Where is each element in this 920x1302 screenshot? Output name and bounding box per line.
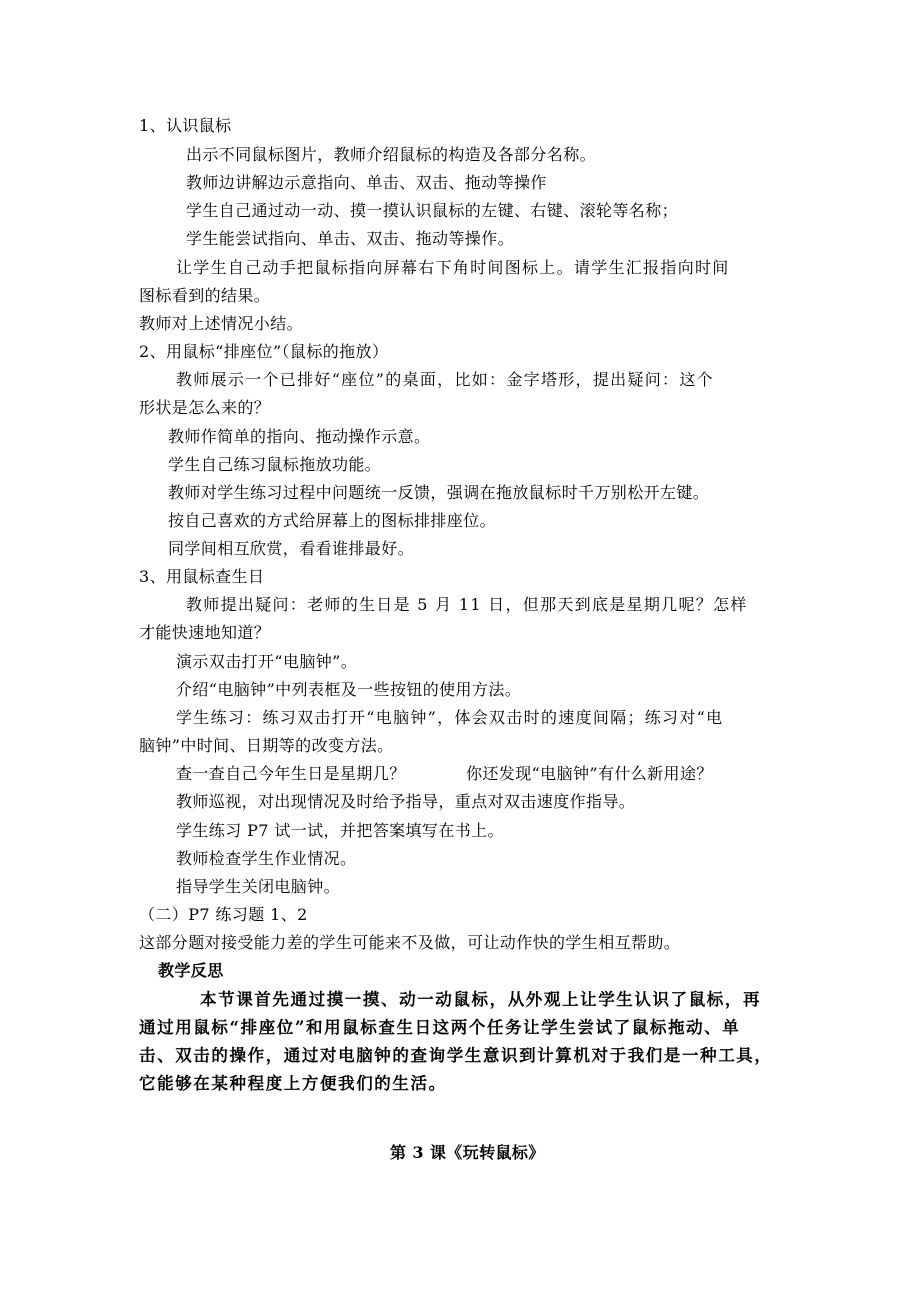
section1-heading: 1、认识鼠标 (139, 116, 232, 135)
section3-line-3: 演示双击打开“电脑钟”。 (176, 652, 358, 671)
section1-line-1: 出示不同鼠标图片，教师介绍鼠标的构造及各部分名称。 (186, 145, 597, 164)
section2-line-6: 按自己喜欢的方式给屏幕上的图标排排座位。 (168, 511, 497, 530)
section3-line-7: 查一查自己今年生日是星期几？ (176, 764, 406, 783)
reflection-line-1: 本节课首先通过摸一摸、动一动鼠标，从外观上让学生认识了鼠标，再 (200, 990, 762, 1009)
section3-line-11: 教师检查学生作业情况。 (176, 849, 357, 868)
section3-line-10: 学生练习 P7 试一试，并把答案填写在书上。 (176, 821, 504, 840)
exercise-heading: （二）P7 练习题 1、2 (139, 905, 308, 924)
section1-line-3: 学生自己通过动一动、摸一摸认识鼠标的左键、右键、滚轮等名称； (186, 201, 679, 220)
section1-line-7: 教师对上述情况小结。 (139, 314, 304, 333)
section1-line-2: 教师边讲解边示意指向、单击、双击、拖动等操作 (186, 173, 547, 192)
section1-line-6: 图标看到的结果。 (139, 286, 271, 305)
section3-line-1: 教师提出疑问：老师的生日是 5 月 11 日，但那天到底是星期几呢？怎样 (186, 595, 748, 614)
section2-line-7: 同学间相互欣赏，看看谁排最好。 (168, 539, 415, 558)
section2-line-1: 教师展示一个已排好“座位”的桌面，比如：金字塔形，提出疑问：这个 (176, 370, 714, 389)
reflection-line-2: 通过用鼠标“排座位”和用鼠标查生日这两个任务让学生尝试了鼠标拖动、单 (139, 1018, 741, 1037)
section3-line-8: 你还发现“电脑钟”有什么新用途？ (466, 764, 713, 783)
section2-line-2: 形状是怎么来的？ (139, 398, 271, 417)
section2-line-3: 教师作简单的指向、拖动操作示意。 (168, 427, 431, 446)
section3-line-9: 教师巡视，对出现情况及时给予指导，重点对双击速度作指导。 (176, 792, 636, 811)
section3-line-6: 脑钟”中时间、日期等的改变方法。 (139, 736, 394, 755)
exercise-note: 这部分题对接受能力差的学生可能来不及做，可让动作快的学生相互帮助。 (139, 933, 681, 952)
section3-line-2: 才能快速地知道？ (139, 623, 271, 642)
next-lesson-title: 第 3 课《玩转鼠标》 (390, 1143, 545, 1162)
reflection-line-4: 它能够在某种程度上方便我们的生活。 (139, 1074, 447, 1093)
section1-line-4: 学生能尝试指向、单击、双击、拖动等操作。 (186, 229, 515, 248)
reflection-heading: 教学反思 (158, 961, 224, 980)
section3-line-5: 学生练习：练习双击打开“电脑钟”，体会双击时的速度间隔；练习对“电 (176, 708, 724, 727)
section2-line-4: 学生自己练习鼠标拖放功能。 (168, 455, 382, 474)
section2-line-5: 教师对学生练习过程中问题统一反馈，强调在拖放鼠标时千万别松开左键。 (168, 483, 710, 502)
section1-line-5: 让学生自己动手把鼠标指向屏幕右下角时间图标上。请学生汇报指向时间 (176, 258, 730, 277)
section3-heading: 3、用鼠标查生日 (139, 567, 265, 586)
section3-line-4: 介绍“电脑钟”中列表框及一些按钮的使用方法。 (176, 680, 522, 699)
section2-heading: 2、用鼠标“排座位”（鼠标的拖放） (139, 342, 389, 361)
section3-line-12: 指导学生关闭电脑钟。 (176, 877, 341, 896)
reflection-line-3: 击、双击的操作，通过对电脑钟的查询学生意识到计算机对于我们是一种工具， (139, 1046, 773, 1065)
